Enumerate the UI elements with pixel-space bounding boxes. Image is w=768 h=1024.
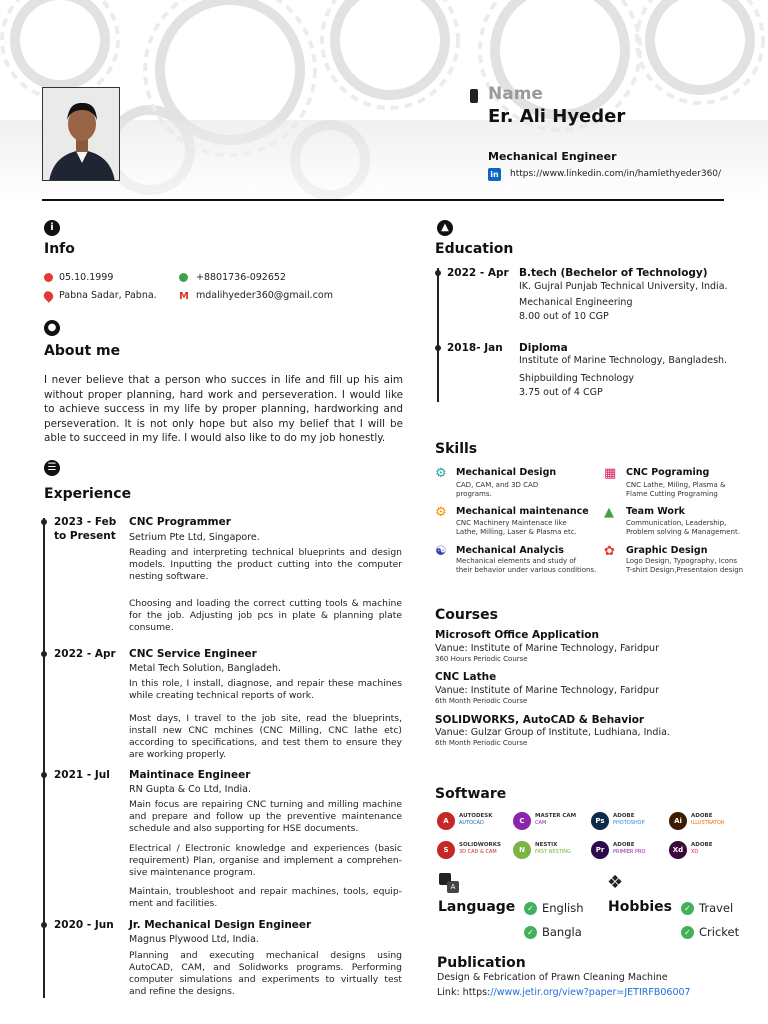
- skill-desc: programs.: [456, 490, 492, 498]
- edu-school: Institute of Marine Technology, Bangladesh.: [519, 355, 728, 366]
- photoshop-icon: Ps: [591, 812, 609, 830]
- edu-date: 2022 - Apr: [447, 267, 509, 279]
- publication-url[interactable]: //www.jetir.org/view?paper=JETIRFB06007: [490, 987, 691, 998]
- skill-title: Team Work: [626, 506, 685, 517]
- edu-school: IK. Gujral Punjab Technical University, India.: [519, 281, 728, 292]
- skill-desc: their behavior under various conditions.: [456, 566, 597, 574]
- edu-degree: B.tech (Bechelor of Technology): [519, 267, 708, 279]
- software-name: MASTER CAM: [535, 813, 577, 819]
- job-date-end: to Present: [54, 530, 116, 542]
- team-icon: ▲: [604, 505, 614, 520]
- software-name: ADOBE: [613, 813, 635, 819]
- software-sub: FAST NESTING: [535, 849, 571, 855]
- linkedin-link[interactable]: https://www.linkedin.com/in/hamlethyeder360/: [510, 169, 722, 179]
- skill-desc: Flame Cutting Programing: [626, 490, 718, 498]
- job-title: Maintinace Engineer: [129, 769, 251, 781]
- skill-title: Mechanical Analycis: [456, 545, 564, 556]
- graduation-cap-icon: ▲: [437, 220, 453, 236]
- mastercam-icon: C: [513, 812, 531, 830]
- check-icon: ✓: [681, 926, 694, 939]
- timeline-dot: [41, 772, 47, 778]
- job-company: Magnus Plywood Ltd, India.: [129, 934, 259, 945]
- software-name: SOLIDWORKS: [459, 842, 501, 848]
- puzzle-icon: ❖: [607, 872, 624, 893]
- skill-title: Graphic Design: [626, 545, 708, 556]
- check-icon: ✓: [524, 926, 537, 939]
- course-venue: Vanue: Gulzar Group of Institute, Ludhiana, India.: [435, 727, 670, 738]
- briefcase-icon: ☰: [44, 460, 60, 476]
- software-sub: PRIMIER PRO: [613, 849, 646, 855]
- publication-text: Design & Febrication of Prawn Cleaning Machine: [437, 972, 668, 983]
- autocad-icon: A: [437, 812, 455, 830]
- name-label: Name: [488, 84, 543, 104]
- job-date: 2023 - Feb: [54, 516, 117, 528]
- check-icon: ✓: [681, 902, 694, 915]
- job-description: Main focus are repairing CNC turning and milling machine and prepare and follow up the preventive maintenance schedule and also supporting for HSE documents.: [129, 799, 402, 835]
- skill-desc: CNC Machinery Maintenace like: [456, 519, 567, 527]
- skill-title: Mechanical Design: [456, 467, 557, 478]
- job-date: 2021 - Jul: [54, 769, 110, 781]
- info-icon: i: [44, 220, 60, 236]
- info-email: mdalihyeder360@gmail.com: [196, 290, 333, 301]
- premiere-pro-icon: Pr: [591, 841, 609, 859]
- job-description: Reading and interpreting technical blueprints and design models. Inputting the product cutting into the computer nesting software.: [129, 547, 402, 583]
- course-title: CNC Lathe: [435, 671, 497, 683]
- translate-icon: A: [439, 873, 459, 893]
- about-title: About me: [44, 343, 121, 359]
- full-name: Er. Ali Hyeder: [488, 106, 626, 127]
- email-icon: M: [179, 291, 189, 302]
- software-sub: AUTOCAD: [459, 820, 484, 826]
- job-title: CNC Programmer: [129, 516, 231, 528]
- job-description: In this role, I install, diagnose, and repair these machines while creating technical reports of work.: [129, 678, 402, 702]
- timeline-dot: [41, 519, 47, 525]
- publication-link[interactable]: [437, 987, 691, 998]
- nestix-icon: N: [513, 841, 531, 859]
- software-name: NESTIX: [535, 842, 558, 848]
- about-text: I never believe that a person who succes in life and fill up his aim without proper planning, hard work and perseveration. I would like to achieve success in my life by proper planning, hardworking and perseveration. It is not only hope but also my belief that I will be able to succeed in my life. I would also like to do my job honestly.: [44, 374, 403, 445]
- user-icon: ●: [44, 320, 60, 336]
- maintenance-icon: ⚙: [435, 505, 447, 520]
- job-title: Jr. Mechanical Design Engineer: [129, 919, 312, 931]
- publication-link-prefix: Link: https:: [437, 987, 491, 998]
- profile-photo: [42, 87, 120, 181]
- software-name: ADOBE: [691, 813, 713, 819]
- xd-icon: Xd: [669, 841, 687, 859]
- edu-field: Shipbuilding Technology: [519, 373, 635, 384]
- job-description: Choosing and loading the correct cutting tools & machine for the job. Adjusting job pcs in plate & planning plate consume.: [129, 598, 402, 634]
- courses-title: Courses: [435, 607, 498, 623]
- job-company: RN Gupta & Co Ltd, India.: [129, 784, 252, 795]
- edu-degree: Diploma: [519, 342, 568, 354]
- software-title: Software: [435, 786, 507, 802]
- info-dob: 05.10.1999: [59, 272, 114, 283]
- linkedin-icon: in: [488, 168, 501, 181]
- skill-desc: Problem solving & Management.: [626, 528, 740, 536]
- skill-desc: T-shirt Design,Presentaion design: [626, 566, 744, 574]
- experience-title: Experience: [44, 486, 132, 502]
- software-sub: ILLUSTRATOR: [691, 820, 725, 826]
- job-date: 2020 - Jun: [54, 919, 114, 931]
- skill-desc: Communication, Leadership,: [626, 519, 727, 527]
- job-description: Most days, I travel to the job site, read the blueprints, install new CNC mchines (CNC Milling, CNC lathe etc) according to specifications, and test them to ensure they are working properly.: [129, 713, 402, 761]
- job-description: Electrical / Electronic knowledge and experiences (basic requirement) Plan, organise and implement a comprehen-sive maintenance program.: [129, 843, 402, 879]
- language-title: Language: [438, 899, 516, 915]
- publication-title: Publication: [437, 955, 526, 971]
- birthday-icon: [44, 273, 53, 282]
- location-icon: [42, 289, 55, 302]
- name-accent-bar: [470, 89, 478, 103]
- design-icon: ⚙: [435, 466, 447, 481]
- skill-desc: Logo Design, Typography, Icons: [626, 557, 738, 565]
- skill-desc: Lathe, Milling, Laser & Plasma etc.: [456, 528, 577, 536]
- language-item: English: [542, 901, 584, 915]
- check-icon: ✓: [524, 902, 537, 915]
- edu-grade: 8.00 out of 10 CGP: [519, 311, 609, 322]
- job-date: 2022 - Apr: [54, 648, 116, 660]
- course-duration: 360 Hours Periodic Course: [435, 655, 528, 663]
- language-item: Bangla: [542, 925, 582, 939]
- software-name: ADOBE: [691, 842, 713, 848]
- info-title: Info: [44, 241, 75, 257]
- hobby-item: Travel: [699, 901, 734, 915]
- solidworks-icon: S: [437, 841, 455, 859]
- course-title: Microsoft Office Application: [435, 629, 599, 641]
- skill-desc: Mechanical elements and study of: [456, 557, 577, 565]
- software-name: AUTODESK: [459, 813, 493, 819]
- analysis-icon: ☯: [435, 544, 447, 559]
- info-address: Pabna Sadar, Pabna.: [59, 290, 157, 301]
- edu-date: 2018- Jan: [447, 342, 503, 354]
- course-duration: 6th Month Periodic Course: [435, 739, 528, 747]
- graphic-design-icon: ✿: [604, 544, 615, 559]
- skill-desc: CAD, CAM, and 3D CAD: [456, 481, 539, 489]
- software-sub: XD: [691, 849, 699, 855]
- course-venue: Vanue: Institute of Marine Technology, Faridpur: [435, 643, 659, 654]
- job-company: Setrium Pte Ltd, Singapore.: [129, 532, 260, 543]
- timeline-dot: [435, 345, 441, 351]
- info-phone: +8801736-092652: [196, 272, 286, 283]
- illustrator-icon: Ai: [669, 812, 687, 830]
- job-role: Mechanical Engineer: [488, 150, 617, 163]
- software-sub: CAM: [535, 820, 547, 826]
- job-description: Planning and executing mechanical designs using AutoCAD, CAM, and Solidworks programs. Performing computer simulations and experiments to virtually test and refine the designs.: [129, 950, 402, 998]
- timeline-dot: [41, 651, 47, 657]
- software-sub: PHOTOSHOP: [613, 820, 645, 826]
- header-divider: [42, 199, 724, 201]
- software-name: ADOBE: [613, 842, 635, 848]
- timeline-dot: [435, 270, 441, 276]
- course-title: SOLIDWORKS, AutoCAD & Behavior: [435, 714, 645, 726]
- job-company: Metal Tech Solution, Bangladeh.: [129, 663, 282, 674]
- edu-grade: 3.75 out of 4 CGP: [519, 387, 603, 398]
- course-venue: Vanue: Institute of Marine Technology, Faridpur: [435, 685, 659, 696]
- education-title: Education: [435, 241, 514, 257]
- hobbies-title: Hobbies: [608, 899, 673, 915]
- skill-title: Mechanical maintenance: [456, 506, 589, 517]
- skills-title: Skills: [435, 441, 478, 457]
- skill-title: CNC Pograming: [626, 467, 710, 478]
- phone-icon: [179, 273, 188, 282]
- timeline-dot: [41, 922, 47, 928]
- hobby-item: Cricket: [699, 925, 740, 939]
- job-title: CNC Service Engineer: [129, 648, 257, 660]
- cnc-icon: ▦: [604, 466, 617, 481]
- job-description: Maintain, troubleshoot and repair machines, tools, equip-ment and facilities.: [129, 886, 402, 910]
- education-timeline: [437, 268, 439, 402]
- skill-desc: CNC Lathe, Miling, Plasma &: [626, 481, 726, 489]
- software-sub: 3D CAD & CAM: [459, 849, 497, 855]
- course-duration: 6th Month Periodic Course: [435, 697, 528, 705]
- edu-field: Mechanical Engineering: [519, 297, 633, 308]
